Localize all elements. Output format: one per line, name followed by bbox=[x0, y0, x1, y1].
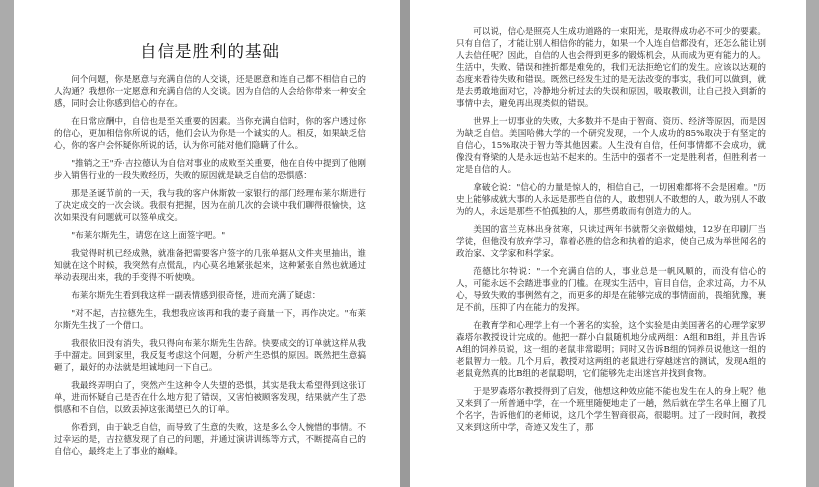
paragraph: 在教育学和心理学上有一个著名的实验，这个实验是由美国著名的心理学家罗森塔尔教授设计完成的。他把一群小白鼠随机地分成两组：A组和B组，并且告诉A组的饲养员说，这一组的老鼠非常聪明；同时又告诉B组的饲养员说他这一组的老鼠智力一般。几个月后，教授对这两组的老鼠进行穿越迷宫的测试，发现A组的老鼠竟然真的比B组的老鼠聪明，它们能够先走出迷宫并找到食物。 bbox=[456, 321, 766, 379]
paragraph: 布莱尔斯先生看到我这样一副表情感到很奇怪，进而充满了疑虑： bbox=[71, 291, 321, 301]
paragraph: 你看到，由于缺乏自信，而导致了生意的失败，这是多么令人惋惜的事情。不过幸运的是，吉拉德发现了自己的问题，并通过演讲训练等方式，不断提高自己的自信心，最终走上了事业的巅峰。 bbox=[54, 423, 366, 457]
paragraph: 范德比尔特说："一个充满自信的人，事业总是一帆风顺的，而没有信心的人，可能永远不会踏进事业的门槛。在现实生活中，盲目自信，企求过高，力不从心，导致失败的事例然有之，而更多的却是在能够完成的事情面前，畏缩犹豫，裹足不前，压抑了内在能力的发挥。 bbox=[456, 267, 766, 313]
paragraph: "布莱尔斯先生，请您在这上面签字吧。" bbox=[71, 231, 226, 241]
page-gutter bbox=[400, 0, 410, 487]
paragraph: 我觉得时机已经成熟，就准备把需要客户签字的几张单据从文件夹里抽出，谁知就在这个时候，我突然有点慌乱，内心莫名地紧张起来，这种紧张自然也就通过举动表现出来，我的手变得不听使唤。 bbox=[54, 249, 366, 283]
paragraph: 在日常应酬中，自信也是至关重要的因素。当你充满自信时，你的客户透过你的信心，更加相信你所说的话，他们会认为你是一个诚实的人。相反，如果缺乏信心，你的客户会怀疑你所说的话，认为你可能对他们隐瞒了什么。 bbox=[54, 117, 366, 151]
paragraph: 拿破仑说："信心的力量是惊人的，相信自己，一切困难都将不会是困难。"历史上能够成就大事的人永远是那些自信的人，敢想别人不敢想的人，敢为别人不敢为的人，永远是那些不怕孤独的人，那些勇敢而有创造力的人。 bbox=[456, 183, 766, 217]
paragraph: 美国的富兰克林出身贫寒，只读过两年书就帮父亲做蜡烛，12岁在印刷厂当学徒，但他没有放弃学习，靠着必胜的信念和执着的追求，使自己成为举世闻名的政治家、文学家和科学家。 bbox=[456, 225, 766, 259]
paragraph: 我很依旧没有消失，我只得向布莱尔斯先生告辞。快要成交的订单就这样从我手中溜走。回到家里，我反复考虑这个问题，分析产生恐惧的原因。既然把生意搞砸了，最好的办法就是坦诚地问一下自己。 bbox=[54, 339, 366, 373]
page-title: 自信是胜利的基础 bbox=[140, 42, 280, 61]
paragraph: 那是圣诞节前的一天，我与我的客户休斯敦一家银行的部门经理布莱尔斯进行了决定成交的一次会谈。我很有把握，因为在前几次的会谈中我们聊得很愉快，这次如果没有问题就可以签单成交。 bbox=[54, 189, 366, 223]
page-left bbox=[14, 0, 400, 487]
paragraph: 问个问题，你是愿意与充满自信的人交谈，还是愿意和连自己都不相信自己的人沟通？我想你一定愿意和充满自信的人交谈。因为自信的人会给你带来一种安全感，同时会让你感到信心的存在。 bbox=[54, 75, 366, 109]
paragraph: "推销之王"乔·吉拉德认为自信对事业的成败至关重要，他在自传中提到了他刚步入销售行业的一段失败经历，失败的原因就是缺乏自信的恐惧感： bbox=[54, 159, 366, 181]
paragraph: 可以说，信心是照亮人生成功道路的一束阳光，是取得成功必不可少的要素。只有自信了，才能让别人相信你的能力，如果一个人连自信都没有，还怎么能让别人去信任呢？因此，自信的人也会得到更多的锻炼机会，从而成为更有能力的人。生活中，失败、错误和挫折都是难免的，我们无法拒绝它们的发生。应该以达观的态度来看待失败和错误。既然已经发生过的是无法改变的事实，我们可以做到，就是去勇敢地面对它，冷静地分析过去的失误和原因，吸取教训，让自己投入到新的事情中去，避免再出现类似的错误。 bbox=[456, 27, 766, 109]
paragraph: 我最终弄明白了，突然产生这种令人失望的恐惧，其实是我太希望得到这张订单，进而怀疑自己是否在什么地方犯了错误，又害怕被顾客发现，结果就产生了恐惧感和不自信，以致丢掉这张渴望已久的订单。 bbox=[54, 381, 366, 415]
paragraph: 世界上一切事业的失败，大多数并不是由于智商、资历、经济等原因，而是因为缺乏自信。美国哈佛大学的一个研究发现，一个人成功的85%取决于有坚定的自信心，15%取决于智力等其他因素。人生没有自信，任何事情都不会成功，就像没有脊梁的人是永远也站不起来的。生活中的强者不一定是胜利者，但胜利者一定是自信的人。 bbox=[456, 117, 766, 175]
page-right bbox=[410, 0, 806, 487]
paragraph: 于是罗森塔尔教授得到了启发，他想这种效应能不能也发生在人的身上呢？他又来到了一所普通中学，在一个班里随便地走了一趟，然后就在学生名单上圈了几个名字，告诉他们的老师说，这几个学生智商很高，很聪明。过了一段时间，教授又来到这所中学，奇迹又发生了，那 bbox=[456, 387, 766, 433]
paragraph: "对不起，吉拉德先生，我想我应该再和我的妻子商量一下，再作决定。"布莱尔斯先生找了一个借口。 bbox=[54, 309, 366, 331]
